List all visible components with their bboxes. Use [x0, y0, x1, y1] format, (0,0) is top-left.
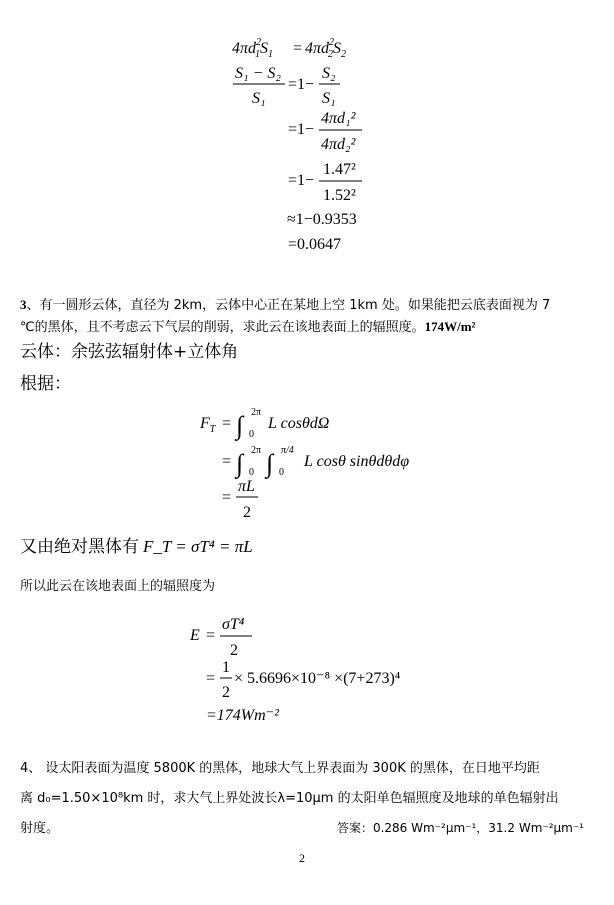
equation-numeric-ratio — [288, 161, 362, 204]
num-one-minus: =1− — [288, 172, 315, 189]
integral-inner-lower: 0 — [279, 467, 284, 478]
equation-E-line1 — [189, 616, 252, 659]
ratio2-numerator: S₂ — [322, 65, 336, 82]
equation-area-equality — [232, 37, 346, 60]
dist-denominator: 4πd₂² — [321, 136, 356, 153]
problem4-line2: 离 d₀=1.50×10⁸km 时，求大气上界处波长λ=10μm 的太阳单色辐照度及地球的单色辐射出 — [20, 791, 559, 806]
svg-text:=: = — [222, 489, 232, 506]
piL-denominator: 2 — [243, 504, 251, 521]
half-denominator: 2 — [222, 684, 230, 701]
basis-label: 根据： — [20, 374, 71, 394]
integral-outer-upper: 2π — [251, 445, 262, 456]
half-numerator: 1 — [222, 659, 230, 676]
page-number: 2 — [299, 851, 305, 865]
integral-sign-outer-icon: ∫ — [236, 449, 244, 478]
integral-sign-icon: ∫ — [236, 411, 244, 440]
E-numerator: σT⁴ — [222, 616, 245, 633]
svg-text:=: = — [222, 415, 232, 432]
num-denominator: 1.52² — [323, 187, 356, 204]
E-result: =174Wm⁻² — [206, 707, 279, 724]
integral-inner-upper: π/4 — [281, 445, 294, 456]
result-line: =0.0647 — [288, 236, 342, 253]
E-symbol: E — [190, 627, 200, 644]
equation-FT-line2 — [222, 445, 409, 479]
ratio-denominator: S₁ — [252, 90, 266, 107]
ratio2-denominator: S₁ — [322, 90, 336, 107]
FT-symbol: $F_T$ — [200, 415, 216, 435]
problem4-line1: 4、 设太阳表面为温度 5800K 的黑体，地球大气上界表面为 300K 的黑体，在日地平均距 — [20, 761, 540, 776]
problem3-line1: 3、有一圆形云体，直径为 2km，云体中心正在某地上空 1km 处。如果能把云底表面视为 7 — [20, 297, 551, 313]
cloud-note: 云体：余弦弦辐射体+立体角 — [20, 342, 239, 362]
equation-FT-line1 — [199, 407, 329, 441]
problem4-answer: 答案：0.286 Wm⁻²μm⁻¹，31.2 Wm⁻²μm⁻¹ — [336, 821, 584, 835]
integrand-1: L cosθdΩ — [268, 415, 330, 432]
integral-lower: 0 — [249, 429, 254, 440]
area-lhs: $4\pi d^2$ $1S_1$ — [232, 37, 274, 60]
problem4-line3: 射度。 — [20, 821, 60, 836]
equation-FT-line3 — [222, 478, 258, 521]
svg-text:=: = — [206, 670, 216, 687]
equation-E-line2 — [206, 659, 401, 701]
piL-numerator: πL — [238, 478, 255, 495]
equation-distance-ratio — [288, 110, 362, 153]
problem3-line2: ℃的黑体，且不考虑云下气层的削弱，求此云在该地表面上的辐照度。174W/m² — [20, 319, 476, 335]
problem3-answer: 174W/m² — [424, 319, 476, 334]
ratio-one-minus: =1− — [288, 76, 315, 93]
blackbody-line: 又由绝对黑体有 F_T = σT⁴ = πL — [20, 537, 253, 557]
integrand-2: L cosθ sinθdθdφ — [304, 453, 410, 470]
svg-text:=: = — [206, 627, 216, 644]
dist-one-minus: =1− — [288, 121, 315, 138]
integral-upper: 2π — [251, 407, 262, 418]
E-substitution: × 5.6696×10⁻⁸ ×(7+273)⁴ — [234, 670, 401, 687]
approx-line: ≈1−0.9353 — [287, 211, 357, 228]
svg-text:=: = — [222, 453, 232, 470]
equation-ratio — [233, 65, 340, 107]
integral-outer-lower: 0 — [249, 467, 254, 478]
num-numerator: 1.47² — [323, 161, 356, 178]
area-rhs: $4\pi d^2$ $2S_2$ — [305, 37, 347, 60]
irradiance-intro: 所以此云在该地表面上的辐照度为 — [20, 579, 216, 594]
area-equals: = — [293, 40, 303, 57]
dist-numerator: 4πd₁² — [321, 110, 356, 127]
ratio-numerator: S₁ − S₂ — [235, 65, 281, 82]
E-denominator: 2 — [230, 642, 238, 659]
integral-sign-inner-icon: ∫ — [266, 449, 274, 478]
